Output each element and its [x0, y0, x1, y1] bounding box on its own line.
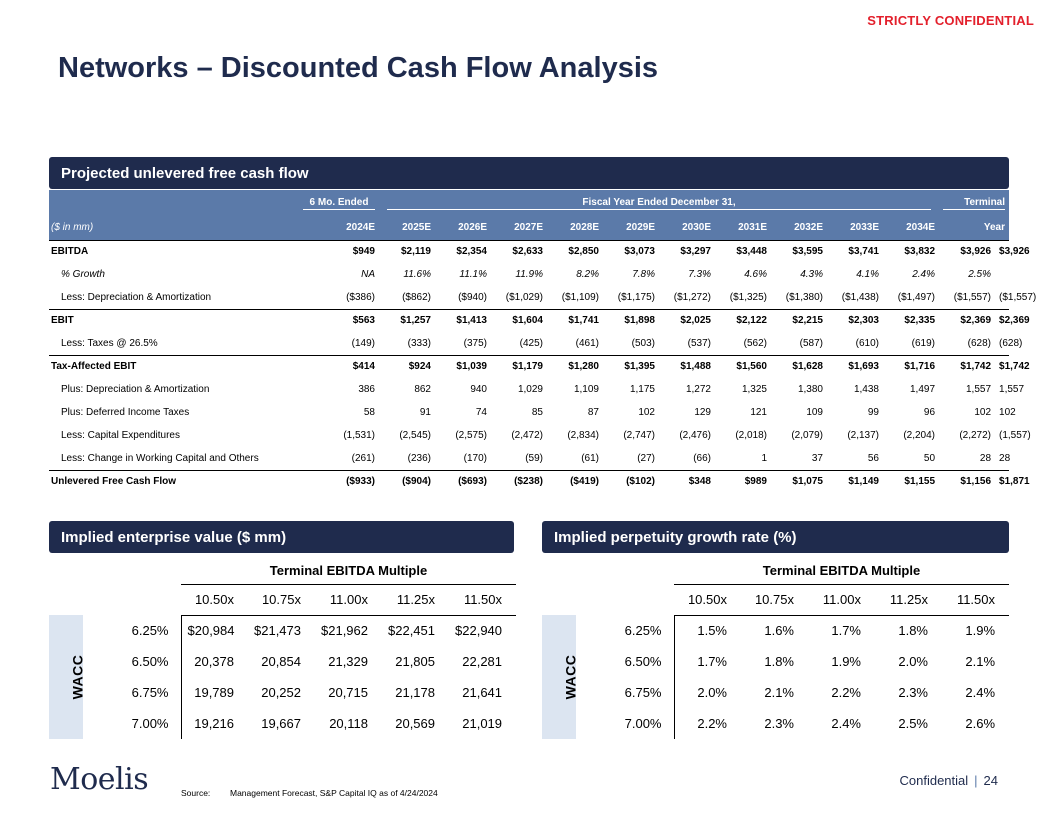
- table-cell: $2,369: [999, 315, 1030, 327]
- table-cell: $21,473: [254, 623, 301, 639]
- row-label: Less: Change in Working Capital and Others: [49, 447, 299, 470]
- multiple-value: 11.50x: [449, 584, 516, 615]
- table-cell: 19,789: [181, 677, 248, 708]
- source-label: Source:: [181, 788, 211, 798]
- table-cell: (2,545): [399, 430, 431, 441]
- table-cell: $1,075: [792, 476, 823, 488]
- table-cell: 99: [867, 407, 879, 418]
- table-cell: 109: [806, 407, 823, 418]
- table-cell: 2.4%: [965, 685, 996, 700]
- table-cell: ($940): [435, 286, 491, 309]
- table-cell: $1,741: [568, 315, 599, 327]
- table-cell: 2.3%: [898, 685, 928, 700]
- table-cell: 7.8%: [632, 269, 655, 280]
- table-cell: 20,715: [328, 685, 368, 700]
- table-cell: (61): [547, 447, 603, 470]
- table-cell: 20,118: [329, 716, 368, 731]
- table-cell: 2.3%: [764, 716, 794, 731]
- table-cell: $2,850: [547, 240, 603, 263]
- table-header-group-row: [49, 190, 1009, 216]
- table-cell: 102: [638, 407, 655, 418]
- table-cell: 58: [363, 407, 375, 418]
- table-cell: $2,354: [435, 240, 491, 263]
- table-row: [49, 677, 516, 708]
- column-header: Year: [939, 216, 1009, 240]
- table-row: [542, 615, 1009, 646]
- table-cell: $1,628: [792, 361, 823, 373]
- table-cell: $1,716: [904, 361, 936, 373]
- unit-label: ($ in mm): [49, 216, 299, 240]
- table-cell: $2,633: [491, 240, 547, 263]
- table-row: [49, 263, 1009, 286]
- table-cell: 102: [974, 407, 992, 418]
- section-header-ev: [49, 521, 514, 553]
- header-terminal: Terminal: [939, 190, 1009, 216]
- header-fiscal-year: Fiscal Year Ended December 31,: [379, 190, 939, 216]
- table-cell: (2,137): [847, 430, 879, 441]
- table-cell: (375): [435, 332, 491, 355]
- table-cell: (562): [715, 332, 771, 355]
- table-cell: $1,179: [512, 361, 543, 373]
- table-cell: $21,962: [321, 623, 368, 639]
- table-cell: 85: [531, 407, 543, 418]
- table-cell: 19,216: [181, 708, 248, 739]
- table-cell: (2,472): [511, 430, 543, 441]
- multiple-header-row: [542, 558, 1009, 584]
- table-cell: 121: [750, 407, 767, 418]
- table-cell: (461): [547, 332, 603, 355]
- table-cell: (610): [827, 332, 883, 355]
- column-header: 2028E: [547, 216, 603, 240]
- row-label: Less: Depreciation & Amortization: [49, 286, 299, 309]
- table-cell: $1,693: [848, 361, 879, 373]
- table-cell: 2.5%: [898, 716, 928, 731]
- multiple-value: 11.50x: [942, 584, 1009, 615]
- table-cell: $22,940: [455, 623, 503, 639]
- table-cell: 37: [771, 447, 827, 470]
- table-cell: (59): [491, 447, 547, 470]
- table-cell: $1,742: [999, 361, 1030, 373]
- table-cell: (1,557): [999, 430, 1031, 441]
- table-cell: $924: [408, 361, 431, 373]
- table-cell: (628): [939, 332, 995, 355]
- table-cell: $2,335: [904, 315, 936, 327]
- table-cell: $3,073: [603, 240, 659, 263]
- multiple-value: 11.25x: [875, 584, 942, 615]
- table-cell: 2.2%: [674, 708, 741, 739]
- table-cell: (425): [491, 332, 547, 355]
- wacc-rate: 6.25%: [624, 623, 662, 638]
- table-cell: ($1,029): [491, 286, 547, 309]
- table-cell: 7.3%: [688, 269, 711, 280]
- table-cell: $3,741: [827, 240, 883, 263]
- wacc-rate: 6.50%: [131, 654, 169, 669]
- table-cell: 19,667: [261, 716, 301, 731]
- table-cell: 1: [715, 447, 771, 470]
- table-cell: 87: [587, 407, 599, 418]
- table-cell: 1,325: [741, 384, 767, 395]
- table-cell: 28: [939, 447, 995, 470]
- section-title: Implied enterprise value ($ mm): [61, 529, 287, 546]
- multiple-value: 10.75x: [248, 584, 315, 615]
- multiple-value: 10.75x: [741, 584, 808, 615]
- table-cell: 50: [883, 447, 939, 470]
- table-cell: 4.3%: [800, 269, 823, 280]
- wacc-rate: 6.50%: [624, 654, 662, 669]
- column-header: 2025E: [379, 216, 435, 240]
- table-cell: ($102): [626, 476, 655, 488]
- table-cell: $1,488: [680, 361, 711, 373]
- table-cell: (537): [659, 332, 715, 355]
- column-header: 2031E: [715, 216, 771, 240]
- multiple-value: 10.50x: [181, 584, 248, 615]
- table-cell: $2,369: [960, 315, 992, 327]
- table-cell: (2,018): [735, 430, 767, 441]
- row-label: Tax-Affected EBIT: [51, 361, 137, 373]
- table-cell: 2.2%: [831, 685, 861, 700]
- table-cell: 1,109: [573, 384, 599, 395]
- table-cell: 74: [475, 407, 487, 418]
- section-header-fcf: [49, 157, 1009, 189]
- table-row: [49, 401, 1009, 424]
- table-cell: ($1,272): [659, 286, 715, 309]
- pgr-sensitivity-table: [542, 558, 1009, 739]
- source-text: Management Forecast, S&P Capital IQ as of 4/24/2024: [230, 788, 438, 798]
- table-cell: $1,413: [456, 315, 487, 327]
- table-cell: ($862): [379, 286, 435, 309]
- table-row: [49, 332, 1009, 355]
- column-header: 2034E: [883, 216, 939, 240]
- wacc-rate: 7.00%: [131, 716, 169, 731]
- table-cell: 20,252: [261, 685, 301, 700]
- row-label: EBIT: [51, 315, 74, 327]
- table-row: [49, 646, 516, 677]
- table-cell: 862: [414, 384, 431, 395]
- table-cell: 940: [470, 384, 487, 395]
- table-cell: $348: [688, 476, 711, 488]
- table-header-columns-row: [49, 216, 1009, 240]
- section-title: Projected unlevered free cash flow: [61, 165, 309, 182]
- table-cell: 386: [358, 384, 375, 395]
- table-cell: 1,557: [965, 384, 992, 395]
- table-row: [49, 355, 1009, 378]
- table-cell: $1,395: [624, 361, 655, 373]
- row-label: Plus: Deferred Income Taxes: [61, 407, 190, 418]
- footer-confidential-label: Confidential: [899, 773, 969, 788]
- column-header: 2027E: [491, 216, 547, 240]
- table-cell: 21,805: [395, 654, 435, 669]
- table-cell: 21,329: [328, 654, 368, 669]
- table-cell: $3,926: [995, 240, 1009, 263]
- table-cell: 1.6%: [764, 623, 794, 639]
- table-cell: 20,569: [395, 716, 435, 731]
- table-cell: $1,039: [456, 361, 487, 373]
- table-cell: $3,448: [715, 240, 771, 263]
- wacc-label-cell: [49, 615, 86, 739]
- table-cell: $989: [744, 476, 767, 488]
- multiple-values-row: [49, 584, 516, 615]
- row-label: % Growth: [61, 269, 105, 280]
- table-cell: 1.9%: [831, 654, 861, 669]
- table-cell: ($1,109): [547, 286, 603, 309]
- row-label: Less: Capital Expenditures: [61, 430, 180, 441]
- table-cell: 1.7%: [831, 623, 861, 639]
- table-cell: $1,155: [904, 476, 936, 488]
- table-cell: 2.1%: [764, 685, 794, 700]
- table-cell: 1,438: [853, 384, 879, 395]
- table-cell: $2,303: [848, 315, 879, 327]
- table-cell: (261): [299, 447, 379, 470]
- table-cell: (2,272): [959, 430, 992, 441]
- table-cell: (333): [379, 332, 435, 355]
- table-cell: $3,595: [771, 240, 827, 263]
- table-cell: (27): [603, 447, 659, 470]
- multiple-value: 11.00x: [808, 584, 875, 615]
- table-cell: ($1,557): [995, 286, 1009, 309]
- table-cell: $2,119: [379, 240, 435, 263]
- table-cell: (628): [995, 332, 1009, 355]
- table-cell: 20,854: [261, 654, 301, 669]
- table-cell: (66): [659, 447, 715, 470]
- table-cell: ($904): [402, 476, 431, 488]
- table-cell: $949: [299, 240, 379, 263]
- table-cell: ($238): [514, 476, 543, 488]
- table-cell: 129: [694, 407, 711, 418]
- table-cell: ($386): [299, 286, 379, 309]
- multiple-header: Terminal EBITDA Multiple: [674, 558, 1009, 584]
- table-cell: $2,025: [680, 315, 711, 327]
- table-cell: 20,378: [181, 646, 248, 677]
- footer-confidential: [899, 773, 998, 788]
- table-cell: $20,984: [181, 615, 248, 646]
- table-row: [49, 424, 1009, 447]
- table-cell: NA: [361, 269, 375, 280]
- table-cell: ($693): [458, 476, 487, 488]
- table-cell: 1,557: [999, 384, 1025, 395]
- row-label: Less: Taxes @ 26.5%: [49, 332, 299, 355]
- table-cell: 8.2%: [576, 269, 599, 280]
- wacc-rate: 6.25%: [131, 623, 169, 638]
- ev-sensitivity-table: [49, 558, 516, 739]
- table-cell: (1,531): [343, 430, 375, 441]
- table-cell: $1,742: [960, 361, 992, 373]
- table-cell: (2,747): [623, 430, 655, 441]
- table-cell: 4.6%: [744, 269, 767, 280]
- table-cell: 2.0%: [898, 654, 928, 669]
- table-cell: $2,215: [792, 315, 823, 327]
- table-row: [49, 309, 1009, 332]
- table-cell: (503): [603, 332, 659, 355]
- table-row: [49, 240, 1009, 263]
- table-cell: $1,156: [960, 476, 992, 488]
- table-cell: 4.1%: [856, 269, 879, 280]
- table-cell: $1,898: [624, 315, 655, 327]
- table-cell: 11.1%: [459, 269, 487, 280]
- table-cell: 2.6%: [965, 716, 996, 731]
- fcf-table: [49, 190, 1037, 493]
- table-cell: 1.8%: [764, 654, 794, 669]
- row-label: Unlevered Free Cash Flow: [51, 476, 177, 488]
- footer-separator: |: [974, 773, 978, 788]
- table-cell: (619): [883, 332, 939, 355]
- table-cell: 1,029: [517, 384, 543, 395]
- table-cell: $1,257: [400, 315, 431, 327]
- table-cell: 1.7%: [674, 646, 741, 677]
- table-row: [542, 646, 1009, 677]
- table-cell: $3,832: [883, 240, 939, 263]
- section-title: Implied perpetuity growth rate (%): [554, 529, 797, 546]
- table-cell: $3,926: [939, 240, 995, 263]
- column-header: 2024E: [299, 216, 379, 240]
- wacc-rate: 7.00%: [624, 716, 662, 731]
- table-row: [542, 677, 1009, 708]
- table-cell: $1,604: [512, 315, 543, 327]
- table-row: [49, 615, 516, 646]
- table-cell: ($1,175): [603, 286, 659, 309]
- table-cell: $563: [352, 315, 375, 327]
- table-cell: 2.4%: [831, 716, 861, 731]
- table-cell: 56: [827, 447, 883, 470]
- page-title: Networks – Discounted Cash Flow Analysis: [58, 52, 659, 84]
- multiple-value: 11.25x: [382, 584, 449, 615]
- table-row: [49, 286, 1009, 309]
- table-cell: $22,451: [388, 623, 435, 639]
- page-number: 24: [983, 773, 998, 788]
- column-header: 2030E: [659, 216, 715, 240]
- multiple-value: 11.00x: [315, 584, 382, 615]
- table-cell: 11.6%: [403, 269, 431, 280]
- table-cell: 96: [923, 407, 936, 418]
- table-cell: [995, 263, 1009, 286]
- table-cell: ($1,325): [715, 286, 771, 309]
- table-cell: ($933): [346, 476, 375, 488]
- header-6mo: 6 Mo. Ended: [299, 190, 379, 216]
- table-cell: 22,281: [462, 654, 503, 669]
- table-cell: ($1,497): [883, 286, 939, 309]
- table-cell: 21,178: [395, 685, 435, 700]
- table-cell: (170): [435, 447, 491, 470]
- wacc-label-cell: [542, 615, 579, 739]
- table-cell: 2.4%: [912, 269, 936, 280]
- table-cell: 1,175: [629, 384, 655, 395]
- row-label: Plus: Depreciation & Amortization: [61, 384, 210, 395]
- wacc-label: WACC: [69, 654, 86, 700]
- table-cell: 2.0%: [674, 677, 741, 708]
- table-cell: 1,380: [797, 384, 823, 395]
- table-cell: (2,079): [791, 430, 823, 441]
- table-row: [49, 708, 516, 739]
- column-header: 2029E: [603, 216, 659, 240]
- table-cell: $2,122: [736, 315, 767, 327]
- table-cell: 28: [995, 447, 1009, 470]
- table-cell: (2,834): [567, 430, 599, 441]
- table-cell: ($419): [570, 476, 599, 488]
- table-cell: 21,641: [462, 685, 503, 700]
- wacc-rate: 6.75%: [624, 685, 662, 700]
- multiple-header: Terminal EBITDA Multiple: [181, 558, 516, 584]
- section-header-pgr: [542, 521, 1009, 553]
- table-cell: 91: [419, 407, 431, 418]
- table-cell: $1,560: [736, 361, 767, 373]
- table-cell: ($1,438): [827, 286, 883, 309]
- table-cell: 2.5%: [968, 269, 992, 280]
- confidential-tag: STRICTLY CONFIDENTIAL: [867, 13, 1034, 28]
- table-cell: 2.1%: [965, 654, 996, 669]
- moelis-logo: Moelis: [50, 762, 149, 797]
- wacc-rate: 6.75%: [131, 685, 169, 700]
- table-cell: 21,019: [462, 716, 503, 731]
- table-cell: 1.8%: [898, 623, 928, 639]
- wacc-label: WACC: [562, 654, 579, 700]
- table-row: [49, 447, 1009, 470]
- table-cell: ($1,557): [939, 286, 995, 309]
- column-header: 2033E: [827, 216, 883, 240]
- multiple-values-row: [542, 584, 1009, 615]
- table-cell: 1.9%: [965, 623, 996, 639]
- table-cell: (2,204): [903, 430, 936, 441]
- table-cell: 102: [999, 407, 1016, 418]
- multiple-value: 10.50x: [674, 584, 741, 615]
- multiple-header-row: [49, 558, 516, 584]
- table-cell: $1,149: [848, 476, 879, 488]
- table-row: [49, 470, 1009, 493]
- column-header: 2026E: [435, 216, 491, 240]
- table-cell: 11.9%: [515, 269, 543, 280]
- table-cell: (587): [771, 332, 827, 355]
- table-cell: (2,575): [455, 430, 487, 441]
- table-cell: 1,272: [685, 384, 711, 395]
- table-cell: (2,476): [679, 430, 711, 441]
- table-cell: $1,280: [568, 361, 599, 373]
- table-row: [542, 708, 1009, 739]
- table-cell: $1,871: [999, 476, 1030, 488]
- table-cell: ($1,380): [771, 286, 827, 309]
- table-cell: (236): [379, 447, 435, 470]
- table-cell: $3,297: [659, 240, 715, 263]
- row-label: EBITDA: [49, 240, 299, 263]
- column-header: 2032E: [771, 216, 827, 240]
- table-row: [49, 378, 1009, 401]
- table-cell: 1.5%: [674, 615, 741, 646]
- table-cell: (149): [299, 332, 379, 355]
- table-cell: $414: [352, 361, 375, 373]
- table-cell: 1,497: [909, 384, 936, 395]
